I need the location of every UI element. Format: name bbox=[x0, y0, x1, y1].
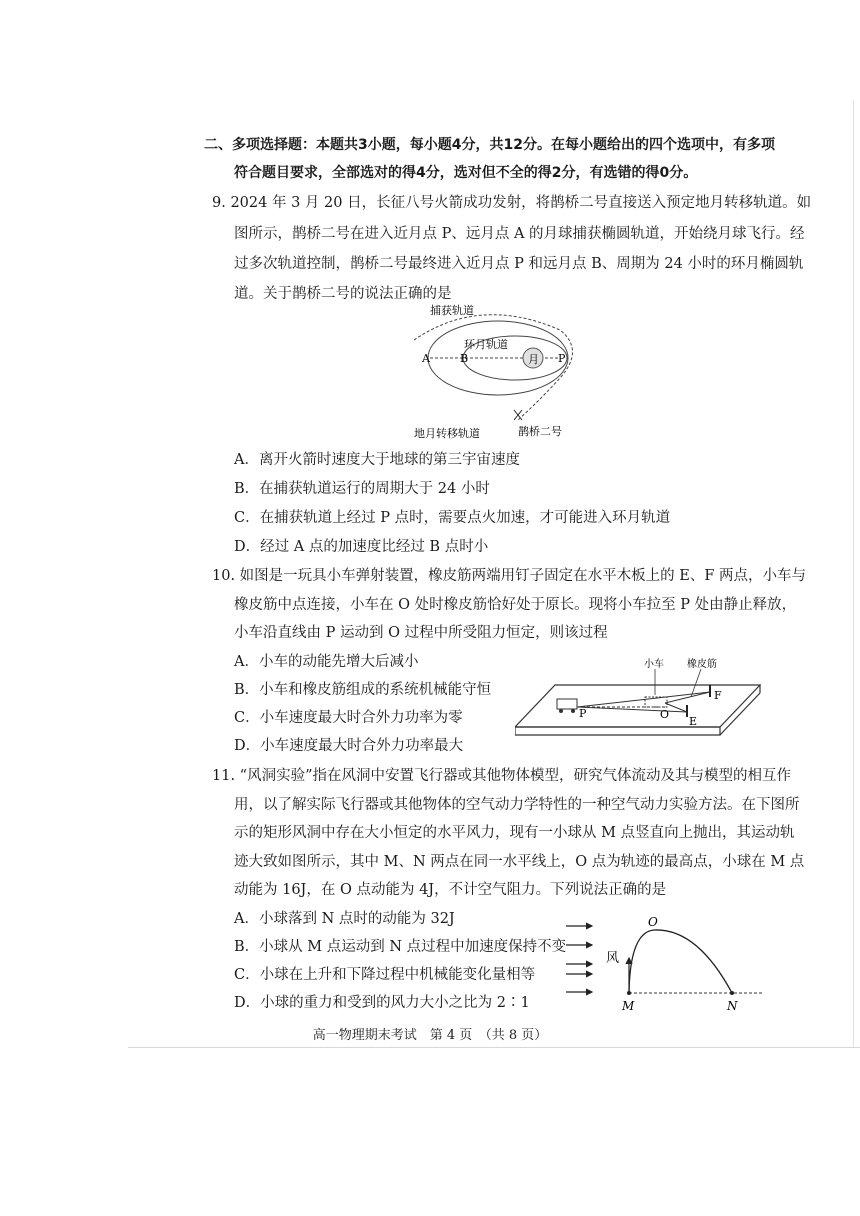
point-b-label: B bbox=[460, 352, 469, 365]
q11-option-b: B．小球从 M 点运动到 N 点过程中加速度保持不变 bbox=[234, 939, 567, 955]
probe-label: 鹊桥二号 bbox=[518, 425, 562, 438]
q11-option-c: C．小球在上升和下降过程中机械能变化量相等 bbox=[234, 967, 536, 983]
q9-option-d: D．经过 A 点的加速度比经过 B 点时小 bbox=[234, 539, 489, 555]
q11-line: 迹大致如图所示，其中 M、N 两点在同一水平线上，O 点为轨迹的最高点，小球在 M 点 bbox=[234, 854, 805, 870]
probe-marker bbox=[514, 410, 522, 420]
q9-orbit-figure bbox=[410, 300, 590, 445]
q11-option-a: A．小球落到 N 点时的动能为 32J bbox=[234, 911, 455, 927]
q11-line: 动能为 16J，在 O 点动能为 4J，不计空气阻力。下列说法正确的是 bbox=[234, 882, 667, 898]
q11-line: 11. “风洞实验”指在风洞中安置飞行器或其他物体模型，研究气体流动及其与模型的相互作 bbox=[212, 768, 791, 784]
q11-wind-tunnel-figure bbox=[562, 910, 772, 1015]
q9-option-b: B．在捕获轨道运行的周期大于 24 小时 bbox=[234, 481, 490, 497]
q11-option-d: D．小球的重力和受到的风力大小之比为 2∶1 bbox=[234, 995, 530, 1011]
point-e-label: E bbox=[689, 715, 698, 728]
lunar-orbit-label: 环月轨道 bbox=[464, 338, 508, 351]
wind-label: 风 bbox=[606, 951, 620, 966]
q9-line: 过多次轨道控制，鹊桥二号最终进入近月点 P 和远月点 B、周期为 24 小时的环月椭圆轨 bbox=[234, 256, 804, 272]
car-label: 小车 bbox=[644, 659, 664, 670]
q10-option-d: D．小车速度最大时合外力功率最大 bbox=[234, 738, 464, 754]
q9-line: 道。关于鹊桥二号的说法正确的是 bbox=[234, 286, 452, 302]
q11-line: 示的矩形风洞中存在大小恒定的水平风力，现有一小球从 M 点竖直向上抛出，其运动轨 bbox=[234, 825, 795, 841]
section-header-line-1: 二、多项选择题：本题共3小题，每小题4分，共12分。在每小题给出的四个选项中，有多项 bbox=[204, 137, 775, 153]
point-a-label: A bbox=[422, 352, 430, 365]
q9-option-a: A．离开火箭时速度大于地球的第三宇宙速度 bbox=[234, 452, 520, 468]
q10-option-c: C．小车速度最大时合外力功率为零 bbox=[234, 710, 463, 726]
q10-option-b: B．小车和橡皮筋组成的系统机械能守恒 bbox=[234, 682, 492, 698]
q11-line: 用，以了解实际飞行器或其他物体的空气动力学特性的一种空气动力实验方法。在下图所 bbox=[234, 797, 800, 813]
q10-line: 橡皮筋中点连接，小车在 O 处时橡皮筋恰好处于原长。现将小车拉至 P 处由静止释放， bbox=[234, 597, 797, 613]
q9-line: 9. 2024 年 3 月 20 日，长征八号火箭成功发射，将鹊桥二号直接送入预定地月转移轨道。如 bbox=[212, 195, 812, 211]
point-f-label: F bbox=[714, 689, 722, 702]
point-n-label: N bbox=[727, 999, 738, 1013]
point-o-label: O bbox=[660, 708, 670, 721]
page-footer: 高一物理期末考试 第 4 页 （共 8 页） bbox=[312, 1028, 548, 1043]
q9-option-c: C．在捕获轨道上经过 P 点时，需要点火加速，才可能进入环月轨道 bbox=[234, 510, 671, 526]
transfer-orbit-label: 地月转移轨道 bbox=[414, 427, 480, 440]
band-label: 橡皮筋 bbox=[687, 659, 717, 670]
sheet-edge bbox=[853, 100, 854, 1048]
wind-arrows bbox=[566, 926, 592, 992]
q10-line: 10. 如图是一玩具小车弹射装置，橡皮筋两端用钉子固定在水平木板上的 E、F 两点，小车与 bbox=[212, 568, 807, 584]
point-p-label: P bbox=[558, 352, 566, 365]
point-p-label: P bbox=[579, 707, 587, 720]
capture-orbit-label: 捕获轨道 bbox=[430, 304, 474, 317]
q10-option-a: A．小车的动能先增大后减小 bbox=[234, 654, 419, 670]
q10-slingshot-figure bbox=[515, 655, 765, 740]
moon-label: 月 bbox=[528, 353, 539, 366]
section-header-line-2: 符合题目要求，全部选对的得4分，选对但不全的得2分，有选错的得0分。 bbox=[234, 165, 698, 181]
q10-line: 小车沿直线由 P 运动到 O 过程中所受阻力恒定，则该过程 bbox=[234, 625, 608, 641]
point-m-label: M bbox=[622, 999, 635, 1013]
sheet-edge bbox=[128, 1047, 860, 1048]
q9-line: 图所示，鹊桥二号在进入近月点 P、远月点 A 的月球捕获椭圆轨道，开始绕月球飞行。经 bbox=[234, 226, 805, 242]
point-o-label: O bbox=[648, 915, 658, 929]
